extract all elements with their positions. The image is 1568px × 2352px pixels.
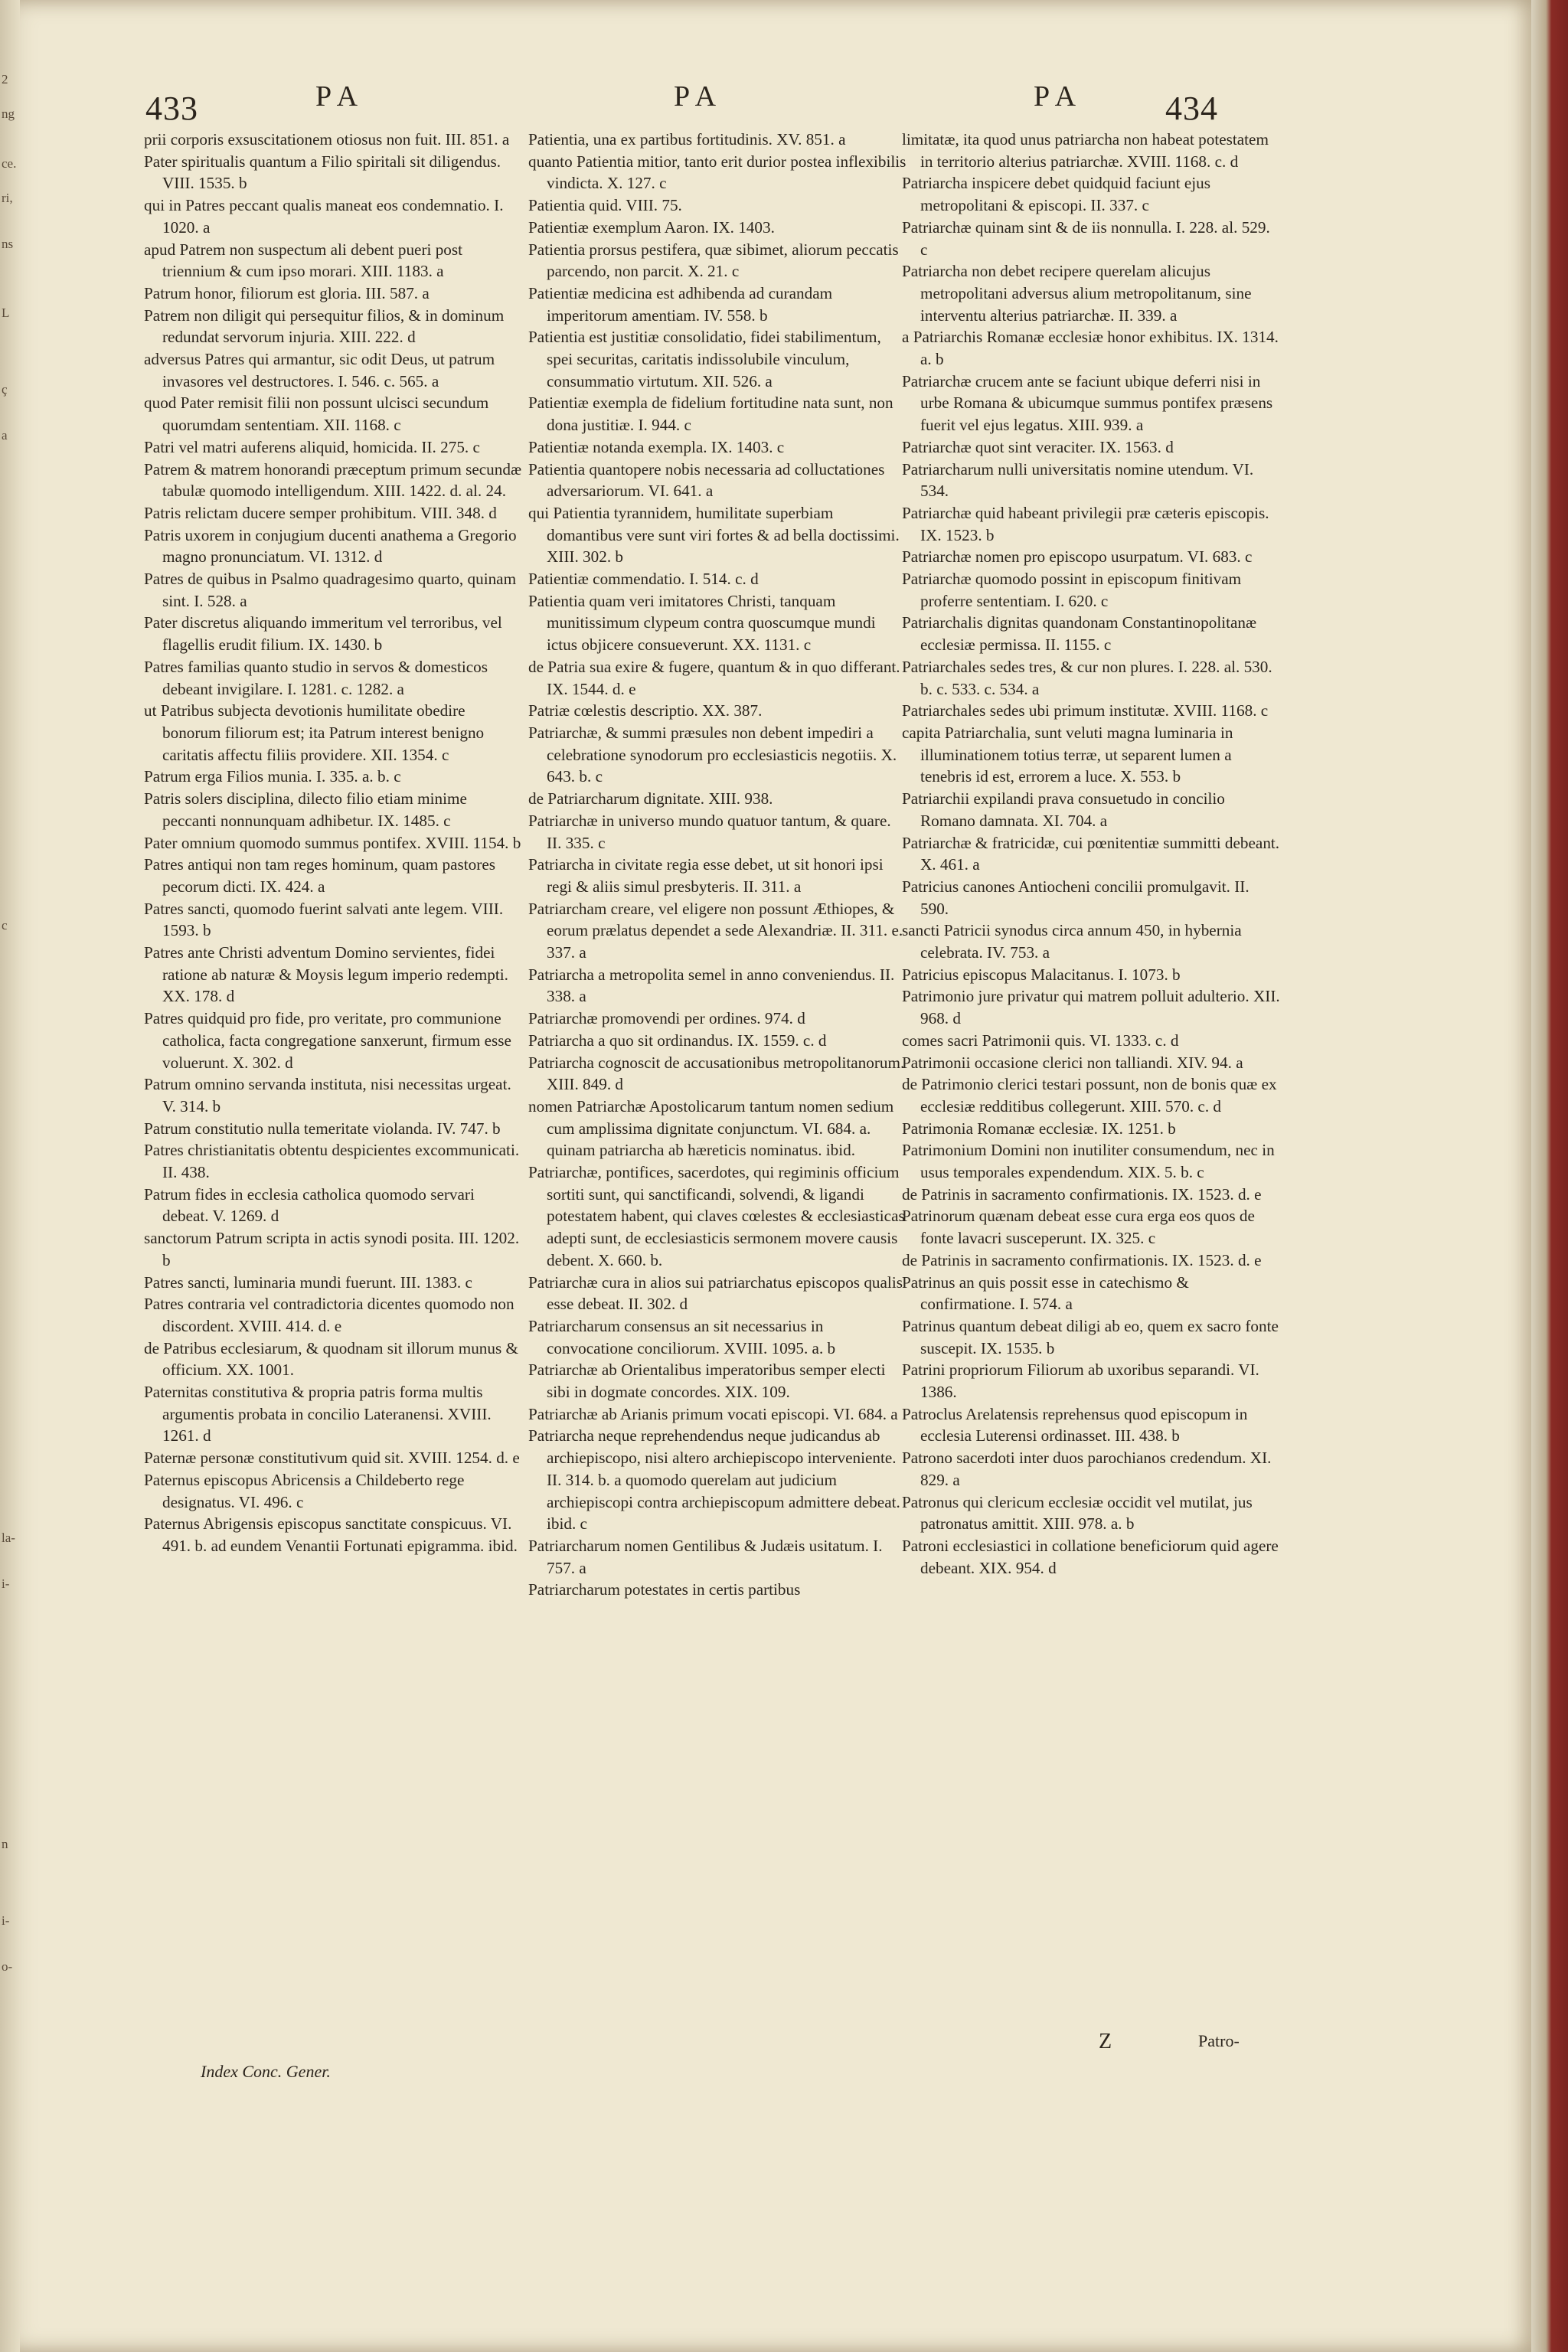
index-entry: Patriarchæ quid habeant privilegii præ cæteris episcopis. IX. 1523. b bbox=[902, 503, 1269, 544]
index-entry: Patrum honor, filiorum est gloria. III. 587. a bbox=[144, 283, 430, 302]
index-entry: Patriarcha in civitate regia esse debet, ut sit honori ipsi regi & aliis simul presbyteris. II. 311. a bbox=[528, 855, 884, 896]
index-entry: Patrum fides in ecclesia catholica quomodo servari debeat. V. 1269. d bbox=[144, 1184, 475, 1226]
index-entry: Patriæ cœlestis descriptio. XX. 387. bbox=[528, 701, 763, 720]
index-entry: Patriarchæ quinam sint & de iis nonnulla. I. 228. al. 529. c bbox=[902, 217, 1270, 259]
index-entry: Patriarchæ nomen pro episcopo usurpatum. VI. 683. c bbox=[902, 547, 1253, 567]
index-column-3 bbox=[902, 129, 1280, 1579]
index-entry: Patres christianitatis obtentu despicientes excommunicati. II. 438. bbox=[144, 1141, 520, 1182]
index-entry: Patrinus an quis possit esse in catechismo & confirmatione. I. 574. a bbox=[902, 1272, 1189, 1314]
index-entry: Patres de quibus in Psalmo quadragesimo quarto, quinam sint. I. 528. a bbox=[144, 570, 517, 610]
index-entry: Pater discretus aliquando immeritum vel terroribus, vel flagellis erudit filium. IX. 1430. b bbox=[144, 613, 502, 655]
index-entry: Patres ante Christi adventum Domino servientes, fidei ratione ab naturæ & Moysis legum imperio redempti. XX. 178. d bbox=[144, 943, 508, 1006]
gutter-fragment: o- bbox=[2, 1959, 13, 1974]
index-entry: Patriarchales sedes tres, & cur non plures. I. 228. al. 530. b. c. 533. c. 534. a bbox=[902, 657, 1272, 698]
index-entry: apud Patrem non suspectum ali debent pueri post triennium & cum ipso morari. XIII. 1183. a bbox=[144, 240, 463, 281]
index-entry: Paternus episcopus Abricensis a Childeberto rege designatus. VI. 496. c bbox=[144, 1470, 465, 1511]
gutter-fragment: n bbox=[2, 1837, 8, 1851]
index-entry: Patientia quantopere nobis necessaria ad colluctationes adversariorum. VI. 641. a bbox=[528, 459, 885, 501]
gutter-fragment: c bbox=[2, 918, 8, 933]
index-entry: Patrini propriorum Filiorum ab uxoribus separandi. VI. 1386. bbox=[902, 1361, 1259, 1402]
index-entry: Patientia prorsus pestifera, quæ sibimet, aliorum peccatis parcendo, non parcit. X. 21. c bbox=[528, 240, 899, 281]
index-entry: Patrimonia Romanæ ecclesiæ. IX. 1251. b bbox=[902, 1119, 1176, 1138]
index-entry: Patres antiqui non tam reges hominum, quam pastores pecorum dicti. IX. 424. a bbox=[144, 855, 495, 896]
index-entry: Patriarchæ crucem ante se faciunt ubique deferri nisi in urbe Romana & ubicumque summus pontifex præsens fuerit vel ejus legatus. XIII. 939. a bbox=[902, 371, 1273, 435]
index-entry: Patrum omnino servanda instituta, nisi necessitas urgeat. V. 314. b bbox=[144, 1075, 511, 1116]
running-head-center: PA bbox=[674, 80, 724, 113]
index-entry: Patriarchæ & fratricidæ, cui pœnitentiæ summitti debeant. X. 461. a bbox=[902, 833, 1280, 874]
index-entry: Paternitas constitutiva & propria patris forma multis argumentis probata in concilio Lateranensi. XVIII. 1261. d bbox=[144, 1383, 492, 1446]
index-entry: Paternæ personæ constitutivum quid sit. XVIII. 1254. d. e bbox=[144, 1449, 520, 1468]
index-entry: sancti Patricii synodus circa annum 450, in hybernia celebrata. IV. 753. a bbox=[902, 921, 1242, 962]
gutter-fragment: ri, bbox=[2, 191, 13, 205]
index-entry: Patrem non diligit qui persequitur filios, & in dominum redundat servorum injuria. XIII. 222. d bbox=[144, 305, 505, 347]
index-entry: Patris relictam ducere semper prohibitum. VIII. 348. d bbox=[144, 503, 497, 522]
index-entry: Patriarchæ in universo mundo quatuor tantum, & quare. II. 335. c bbox=[528, 811, 891, 852]
index-entry: Patricius episcopus Malacitanus. I. 1073. b bbox=[902, 965, 1181, 984]
gutter-fragment: 2 bbox=[2, 72, 8, 87]
index-entry: Patientia est justitiæ consolidatio, fidei stabilimentum, spei securitas, caritatis indissolubile vinculum, consummatio virtutum. XII. 526. a bbox=[528, 328, 881, 390]
index-entry: Patientiæ exempla de fidelium fortitudine nata sunt, non dona justitiæ. I. 944. c bbox=[528, 394, 893, 435]
index-entry: Patriarchæ quot sint veraciter. IX. 1563. d bbox=[902, 437, 1174, 456]
index-entry: qui in Patres peccant qualis maneat eos condemnatio. I. 1020. a bbox=[144, 196, 504, 237]
index-entry: Patientiæ medicina est adhibenda ad curandam imperitorum amentiam. IV. 558. b bbox=[528, 283, 833, 325]
gathering-signature: Z bbox=[1099, 2030, 1112, 2053]
index-entry: Patrum erga Filios munia. I. 335. a. b. c bbox=[144, 767, 401, 786]
index-entry: Patriarcham creare, vel eligere non possunt Æthiopes, & eorum prælatus dependet a sede Alexandriæ. II. 311. e. 337. a bbox=[528, 899, 903, 962]
index-column-2 bbox=[528, 129, 906, 1601]
index-entry: Patriarcharum nulli universitatis nomine utendum. VI. 534. bbox=[902, 459, 1254, 501]
index-entry: Patriarcha a metropolita semel in anno conveniendus. II. 338. a bbox=[528, 965, 895, 1006]
index-entry: Patrinus quantum debeat diligi ab eo, quem ex sacro fonte suscepit. IX. 1535. b bbox=[902, 1316, 1279, 1357]
index-entry: Patriarcha non debet recipere querelam alicujus metropolitani adversus alium metropolitanum, sine interventu alterius patriarchæ. II. 339. a bbox=[902, 262, 1252, 325]
index-entry: Patris uxorem in conjugium ducenti anathema a Gregorio magno pronunciatum. VI. 1312. d bbox=[144, 525, 517, 567]
index-entry: nomen Patriarchæ Apostolicarum tantum nomen sedium cum amplissima dignitate conjunctum. VI. 684. a. quinam patriarcha ab hæreticis nominatus. ibid. bbox=[528, 1096, 894, 1160]
index-entry: de Patriarcharum dignitate. XIII. 938. bbox=[528, 789, 773, 808]
index-entry: Patres sancti, luminaria mundi fuerunt. III. 1383. c bbox=[144, 1272, 472, 1292]
gutter-fragment: i- bbox=[2, 1913, 10, 1928]
index-entry: Patres quidquid pro fide, pro veritate, pro communione catholica, facta congregatione sanxerunt, firmum esse voluerunt. X. 302. d bbox=[144, 1009, 511, 1072]
index-entry: Patres contraria vel contradictoria dicentes quomodo non discordent. XVIII. 414. d. e bbox=[144, 1295, 514, 1335]
index-entry: Patientiæ notanda exempla. IX. 1403. c bbox=[528, 437, 785, 456]
index-entry: Pater spiritualis quantum a Filio spiritali sit diligendus. VIII. 1535. b bbox=[144, 152, 501, 193]
index-entry: prii corporis exsuscitationem otiosus non fuit. III. 851. a bbox=[144, 130, 510, 149]
index-entry: a Patriarchis Romanæ ecclesiæ honor exhibitus. IX. 1314. a. b bbox=[902, 328, 1279, 369]
index-entry: Patientia quid. VIII. 75. bbox=[528, 196, 682, 215]
index-entry: qui Patientia tyrannidem, humilitate superbiam domantibus vere sunt viri fortes & ad bella doctissimi. XIII. 302. b bbox=[528, 503, 900, 567]
index-entry: Patrum constitutio nulla temeritate violanda. IV. 747. b bbox=[144, 1119, 501, 1138]
index-entry: Pater omnium quomodo summus pontifex. XVIII. 1154. b bbox=[144, 833, 521, 852]
index-entry: quanto Patientia mitior, tanto erit durior postea inflexibilis vindicta. X. 127. c bbox=[528, 152, 906, 193]
index-entry: Patriarcharum consensus an sit necessarius in convocatione conciliorum. XVIII. 1095. a. b bbox=[528, 1316, 836, 1357]
index-entry: Patricius canones Antiocheni concilii promulgavit. II. 590. bbox=[902, 877, 1250, 918]
index-entry: Patriarcha cognoscit de accusationibus metropolitanorum. XIII. 849. d bbox=[528, 1053, 905, 1094]
index-entry: Patrimonium Domini non inutiliter consumendum, nec in usus temporales expendendum. XIX. 5. b. c bbox=[902, 1141, 1275, 1182]
index-entry: Patriarchales sedes ubi primum institutæ. XVIII. 1168. c bbox=[902, 701, 1269, 720]
adjacent-page-gutter bbox=[0, 0, 20, 2352]
gutter-fragment: a bbox=[2, 428, 8, 443]
gutter-fragment: ce. bbox=[2, 156, 17, 171]
index-entry: Patres sancti, quomodo fuerint salvati ante legem. VIII. 1593. b bbox=[144, 899, 504, 940]
index-entry: Patientia, una ex partibus fortitudinis. XV. 851. a bbox=[528, 130, 846, 149]
index-entry: Patroni ecclesiastici in collatione beneficiorum quid agere debeant. XIX. 954. d bbox=[902, 1537, 1279, 1577]
index-entry: Patronus qui clericum ecclesiæ occidit vel mutilat, jus patronatus amittit. XIII. 978. a. b bbox=[902, 1492, 1253, 1534]
footer-signature: Index Conc. Gener. bbox=[201, 2062, 331, 2081]
index-entry: Patriarchæ promovendi per ordines. 974. d bbox=[528, 1009, 805, 1028]
index-entry: Patriarchæ quomodo possint in episcopum finitivam proferre sententiam. I. 620. c bbox=[902, 570, 1242, 610]
index-entry: Patriarcha a quo sit ordinandus. IX. 1559. c. d bbox=[528, 1031, 827, 1050]
index-entry: sanctorum Patrum scripta in actis synodi posita. III. 1202. b bbox=[144, 1229, 520, 1269]
index-entry: Patrono sacerdoti inter duos parochianos credendum. XI. 829. a bbox=[902, 1449, 1272, 1489]
gutter-fragment: L bbox=[2, 305, 10, 320]
index-entry: Patriarchæ cura in alios sui patriarchatus episcopos qualis esse debeat. II. 302. d bbox=[528, 1272, 903, 1314]
index-entry: comes sacri Patrimonii quis. VI. 1333. c. d bbox=[902, 1031, 1179, 1050]
index-entry: Patres familias quanto studio in servos & domesticos debeant invigilare. I. 1281. c. 1282. a bbox=[144, 657, 488, 698]
index-entry: Patris solers disciplina, dilecto filio etiam minime peccanti nonnunquam adhibetur. IX. 1485. c bbox=[144, 789, 467, 830]
index-entry: Patriarcha neque reprehendendus neque judicandus ab archiepiscopo, nisi altero archiepiscopo interveniente. II. 314. b. a quomodo querelam aut judicium archiepiscopi contra archiepiscopum admittere debeat. ibid. c bbox=[528, 1426, 900, 1534]
index-entry: de Patrimonio clerici testari possunt, non de bonis quæ ex ecclesiæ redditibus collegerunt. XIII. 570. c. d bbox=[902, 1075, 1277, 1116]
index-entry: de Patrinis in sacramento confirmationis. IX. 1523. d. e bbox=[902, 1184, 1262, 1204]
index-entry: adversus Patres qui armantur, sic odit Deus, ut patrum invasores vel destructores. I. 546. c. 565. a bbox=[144, 350, 495, 390]
gutter-fragment: ng bbox=[2, 106, 15, 121]
index-entry: Patrinorum quænam debeat esse cura erga eos quos de fonte lavacri susceperunt. IX. 325. c bbox=[902, 1207, 1255, 1248]
book-binding-edge bbox=[1531, 0, 1568, 2352]
gutter-fragment: i- bbox=[2, 1576, 10, 1591]
index-entry: limitatæ, ita quod unus patriarcha non habeat potestatem in territorio alterius patriarchæ. XVIII. 1168. c. d bbox=[902, 130, 1269, 171]
index-entry: Patientiæ exemplum Aaron. IX. 1403. bbox=[528, 217, 775, 237]
index-entry: Patriarcha inspicere debet quidquid faciunt ejus metropolitani & episcopi. II. 337. c bbox=[902, 174, 1211, 215]
gutter-fragment: ns bbox=[2, 237, 14, 251]
index-entry: Patientia quam veri imitatores Christi, tanquam munitissimum clypeum contra quoscumque mundi ictus objicere consueverunt. XX. 1131. c bbox=[528, 591, 876, 655]
gutter-fragment: ç bbox=[2, 382, 8, 397]
index-entry: Patriarchii expilandi prava consuetudo in concilio Romano damnata. XI. 704. a bbox=[902, 789, 1225, 830]
index-entry: quod Pater remisit filii non possunt ulcisci secundum quorumdam sententiam. XII. 1168. c bbox=[144, 394, 489, 435]
index-entry: Patriarchæ, pontifices, sacerdotes, qui regiminis officium sortiti sunt, qui sanctificandi, solvendi, & ligandi potestatem habent, qui claves cœlestes & ecclesiasticas adepti sunt, de ecclesiasticis sermonem movere causis debent. X. 660. b. bbox=[528, 1163, 905, 1269]
index-entry: Patroclus Arelatensis reprehensus quod episcopum in ecclesia Luterensi ordinasset. III. 438. b bbox=[902, 1404, 1248, 1446]
index-entry: Patrimonii occasione clerici non talliandi. XIV. 94. a bbox=[902, 1053, 1243, 1072]
index-entry: capita Patriarchalia, sunt veluti magna luminaria in illuminationem totius terræ, ut separent lumen a tenebris id est, errorem a luce. X. 553. b bbox=[902, 723, 1233, 786]
index-entry: de Patribus ecclesiarum, & quodnam sit illorum munus & officium. XX. 1001. bbox=[144, 1338, 519, 1380]
index-entry: Patri vel matri auferens aliquid, homicida. II. 275. c bbox=[144, 437, 480, 456]
index-column-1 bbox=[144, 129, 522, 1557]
left-page-number: 433 bbox=[145, 90, 198, 127]
index-entry: ut Patribus subjecta devotionis humilitate obedire bonorum filiorum est; ita Patrum interest benigno caritatis affectu filiis providere. XII. 1354. c bbox=[144, 701, 485, 764]
index-entry: Paternus Abrigensis episcopus sanctitate conspicuus. VI. 491. b. ad eundem Venantii Fortunati epigramma. ibid. bbox=[144, 1514, 518, 1555]
index-entry: Patriarchæ ab Orientalibus imperatoribus semper electi sibi in dogmate concordes. XIX. 109. bbox=[528, 1361, 886, 1402]
running-head-right: PA bbox=[1034, 80, 1084, 113]
index-entry: de Patria sua exire & fugere, quantum & in quo differant. IX. 1544. d. e bbox=[528, 657, 900, 698]
index-entry: Patrimonio jure privatur qui matrem polluit adulterio. XII. 968. d bbox=[902, 987, 1280, 1028]
index-entry: Patriarcharum potestates in certis partibus bbox=[528, 1580, 801, 1599]
index-entry: de Patrinis in sacramento confirmationis. IX. 1523. d. e bbox=[902, 1250, 1262, 1269]
index-entry: Patrem & matrem honorandi præceptum primum secundæ tabulæ quomodo intelligendum. XIII. 1422. d. al. 24. bbox=[144, 459, 522, 501]
index-entry: Patriarcharum nomen Gentilibus & Judæis usitatum. I. 757. a bbox=[528, 1537, 883, 1577]
index-entry: Patientiæ commendatio. I. 514. c. d bbox=[528, 570, 759, 589]
running-head-left: PA bbox=[315, 80, 366, 113]
index-entry: Patriarchalis dignitas quandonam Constantinopolitanæ ecclesiæ permissa. II. 1155. c bbox=[902, 613, 1257, 655]
catchword: Patro- bbox=[1198, 2031, 1240, 2050]
index-entry: Patriarchæ ab Arianis primum vocati episcopi. VI. 684. a bbox=[528, 1404, 898, 1423]
right-page-number: 434 bbox=[1165, 90, 1218, 127]
gutter-fragment: la- bbox=[2, 1530, 15, 1545]
index-entry: Patriarchæ, & summi præsules non debent impediri a celebratione synodorum pro ecclesiasticis negotiis. X. 643. b. c bbox=[528, 723, 897, 786]
